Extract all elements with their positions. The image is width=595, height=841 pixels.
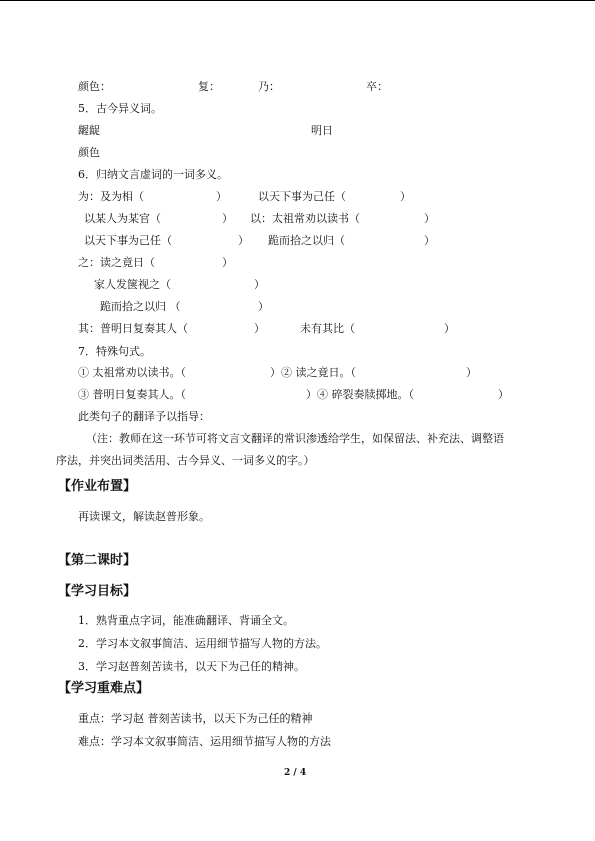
yi-example-3: 跪而拾之以归（: [268, 234, 345, 247]
paren-close: ）: [222, 212, 233, 225]
goal-2: 2．学习本文叙事简洁、运用细节描写人物的方法。: [78, 637, 327, 650]
sentence-4: ）④ 碎裂奏牍掷地。（: [306, 388, 414, 401]
paren-close: ）: [258, 300, 269, 313]
paren-close: ）: [216, 190, 227, 203]
yi-example-2: 以天下事为己任（: [84, 234, 172, 247]
paren-close: ）: [400, 190, 411, 203]
section-5-heading: 5．古今异义词。: [78, 102, 162, 115]
zhi-example-3: 跪而拾之以归 （: [100, 300, 181, 313]
paren-close: ）: [466, 366, 477, 379]
learning-goals-heading: 【学习目标】: [58, 584, 137, 599]
sentence-1: ① 太祖常劝以读书。（: [78, 366, 186, 379]
sentence-3: ③ 普明日复奏其人。（: [78, 388, 186, 401]
wei-example-3: 以某人为某官（: [84, 212, 161, 225]
goal-3: 3．学习赵普刻苦读书，以天下为己任的精神。: [78, 660, 305, 673]
key-points-heading: 【学习重难点】: [58, 681, 150, 696]
wei-example-2: 以天下事为己任（: [258, 190, 346, 203]
teacher-note-cont: 序法，并突出词类活用、古今异义、一词多义的字。）: [56, 454, 315, 467]
vocab-zu: 卒：: [366, 80, 388, 93]
qi-example-1: 其：普明日复奏其人（: [78, 322, 188, 335]
section-7-heading: 7．特殊句式。: [78, 345, 151, 358]
paren-close: ）: [238, 234, 249, 247]
difficult-point: 难点：学习本文叙事简洁、运用细节描写人物的方法: [78, 735, 331, 748]
page-top-border: [0, 0, 595, 1]
wei-example-1: 为：及为相（: [78, 190, 144, 203]
vocab-yanse: 颜色：: [78, 80, 111, 93]
qi-example-2: 未有其比（: [300, 322, 355, 335]
section-6-heading: 6．归纳文言虚词的一词多义。: [78, 168, 228, 181]
word-mingri: 明日: [311, 124, 333, 137]
translation-guide: 此类句子的翻译予以指导：: [78, 410, 210, 423]
word-yanse: 颜色: [78, 146, 100, 159]
paren-close: ）: [222, 256, 233, 269]
page-number: 2 / 4: [284, 768, 307, 778]
homework-heading: 【作业布置】: [58, 479, 137, 494]
paren-close: ）: [444, 322, 455, 335]
paren-close: ）: [424, 234, 435, 247]
vocab-fu: 复：: [198, 80, 220, 93]
paren-close: ）: [254, 278, 265, 291]
paren-close: ）: [498, 388, 509, 401]
word-wochuo: 龌龊: [78, 124, 100, 137]
paren-close: ）: [424, 212, 435, 225]
key-point: 重点：学习赵 普刻苦读书，以天下为己任的精神: [78, 712, 313, 725]
zhi-example-1: 之：读之竟日（: [78, 256, 155, 269]
zhi-example-2: 家人发箧视之（: [94, 278, 171, 291]
homework-text: 再读课文，解读赵普形象。: [78, 510, 210, 523]
teacher-note: （注：教师在这一环节可将文言文翻译的常识渗透给学生，如保留法、补充法、调整语: [86, 432, 504, 445]
sentence-2: ）② 读之竟日。（: [270, 366, 356, 379]
goal-1: 1．熟背重点字词，能准确翻译、背诵全文。: [78, 614, 294, 627]
second-lesson-heading: 【第二课时】: [58, 553, 137, 568]
vocab-nai: 乃：: [258, 80, 280, 93]
paren-close: ）: [254, 322, 265, 335]
yi-example-1: 以：太祖常劝以读书（: [250, 212, 360, 225]
